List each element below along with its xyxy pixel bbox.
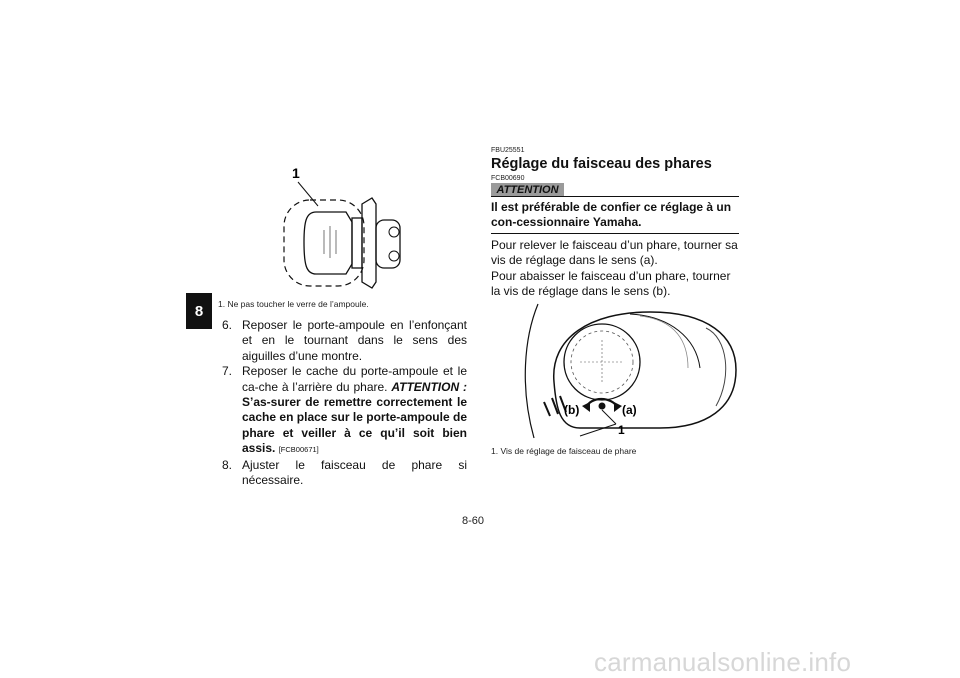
caution-code: FCB00690: [491, 175, 525, 182]
step-item: [222, 458, 467, 489]
section-title: Réglage du faisceau des phares: [491, 156, 712, 172]
step-item: [222, 318, 467, 364]
inline-attention-label: ATTENTION :: [391, 379, 467, 394]
inline-attention-text: S’as-surer de remettre correctement le cache en place sur le porte-ampoule de phare et veiller à ce qu’il soit bien assis.: [242, 395, 467, 456]
step-item: [222, 364, 467, 457]
section-code: FBU25551: [491, 147, 525, 154]
page-number: 8-60: [462, 515, 485, 527]
step-number: 7.: [222, 364, 233, 379]
direction-a-label: (a): [622, 403, 637, 417]
body-paragraph: Pour relever le faisceau d’un phare, tourner sa vis de réglage dans le sens (a).: [491, 238, 738, 268]
step-number: 8.: [222, 457, 233, 472]
caution-bottom-rule: [491, 233, 739, 234]
headlight-figure-caption: 1. Vis de réglage de faisceau de phare: [491, 446, 637, 456]
bulb-callout-label: 1: [292, 165, 300, 181]
headlight-figure: [520, 298, 742, 442]
body-text: [491, 238, 739, 300]
chapter-tab: 8: [186, 293, 212, 329]
site-watermark: carmanualsonline.info: [594, 647, 852, 677]
bulb-figure: [276, 160, 436, 296]
direction-b-label: (b): [564, 403, 580, 417]
caution-top-rule: [491, 196, 739, 197]
adjust-screw-callout: 1: [618, 423, 625, 437]
procedure-steps: [222, 318, 467, 488]
step-text: Reposer le porte-ampoule en l’enfonçant et en le tournant dans le sens des aiguilles d’une montre.: [242, 318, 467, 363]
body-paragraph: Pour abaisser le faisceau d’un phare, tourner la vis de réglage dans le sens (b).: [491, 268, 731, 299]
step-number: 6.: [222, 318, 233, 332]
bulb-figure-caption: 1. Ne pas toucher le verre de l’ampoule.: [218, 299, 369, 309]
step-text: Reposer le cache du porte-ampoule et le ca-che à l’arrière du phare.: [242, 364, 467, 394]
caution-text: Il est préférable de confier ce réglage à un con-cessionnaire Yamaha.: [491, 200, 732, 230]
attention-badge: ATTENTION: [491, 183, 564, 197]
step-text: Ajuster le faisceau de phare si nécessaire.: [242, 457, 467, 488]
reference-code: [FCB00671]: [278, 445, 319, 455]
